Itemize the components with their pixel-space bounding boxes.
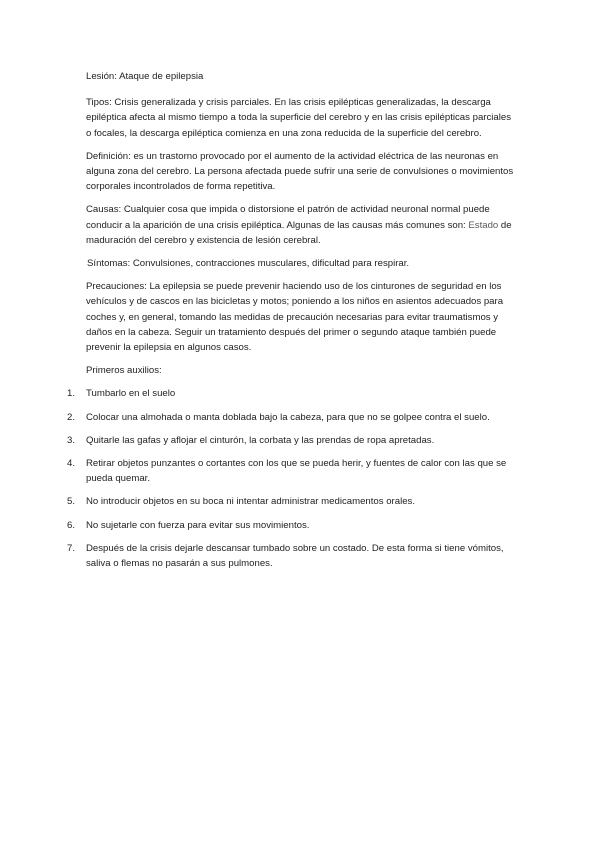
list-item-text: No sujetarle con fuerza para evitar sus movimientos. (86, 519, 310, 531)
list-item-number: 1. (67, 388, 76, 400)
primeros-auxilios-heading: Primeros auxilios: (86, 365, 162, 377)
list-item (67, 410, 518, 425)
list-item-number: 3. (67, 434, 76, 446)
list-item-text: Quitarle las gafas y aflojar el cinturón, la corbata y las prendas de ropa apretadas. (86, 434, 435, 446)
list-item (67, 494, 518, 509)
list-item (67, 386, 518, 401)
list-item-number: 4. (67, 458, 76, 470)
list-item-number: 6. (67, 519, 76, 531)
first-aid-steps-list (67, 386, 518, 571)
list-item (67, 456, 518, 486)
lesion-title: Lesión: Ataque de epilepsia (86, 71, 204, 82)
causas-text: Causas: Cualquier cosa que impida o distorsione el patrón de actividad neuronal normal puede conducir a la aparición de una crisis epiléptica. Algunas de las causas más comunes son: (86, 204, 490, 231)
list-item-number: 2. (67, 411, 76, 423)
list-item-text: Retirar objetos punzantes o cortantes con los que se pueda herir, y fuentes de calor con las que se pueda quemar. (86, 458, 507, 485)
causas-highlight: Estado (468, 219, 499, 231)
sintomas-paragraph: Síntomas: Convulsiones, contracciones musculares, dificultad para respirar. (87, 258, 410, 270)
document-body (67, 69, 518, 579)
list-item-text: Colocar una almohada o manta doblada bajo la cabeza, para que no se golpee contra el suelo. (86, 411, 490, 423)
precauciones-paragraph: Precauciones: La epilepsia se puede prevenir haciendo uso de los cinturones de seguridad en los vehículos y de cascos en las bicicletas y motos; poniendo a los niños en asientos adecuados para coches y, en general, tomando las medidas de precaución necesarias para evitar traumatismos y daños en la cabeza. Seguir un tratamiento después del primer o segundo ataque también puede prevenir la epilepsia en algunos casos. (86, 281, 504, 354)
causas-rest: de maduración del cerebro y existencia de lesión cerebral. (86, 219, 512, 246)
list-item (67, 541, 518, 571)
tipos-paragraph: Tipos: Crisis generalizada y crisis parciales. En las crisis epilépticas generalizadas, la descarga epiléptica afecta al mismo tiempo a toda la superficie del cerebro y en las crisis epilépticas parciales o focales, la descarga epiléptica comienza en una zona reducida de la superficie del cerebro. (86, 97, 511, 139)
list-item-text: No introducir objetos en su boca ni intentar administrar medicamentos orales. (86, 496, 416, 508)
list-item-number: 5. (67, 496, 76, 508)
definicion-paragraph: Definición: es un trastorno provocado por el aumento de la actividad eléctrica de las neuronas en alguna zona del cerebro. La persona afectada puede sufrir una serie de convulsiones o movimientos corporales incontrolados de forma repetitiva. (86, 150, 514, 193)
list-item-text: Después de la crisis dejarle descansar tumbado sobre un costado. De esta forma si tiene vómitos, saliva o flemas no pasarán a sus pulmones. (86, 542, 504, 570)
list-item-text: Tumbarlo en el suelo (86, 388, 176, 400)
list-item (67, 518, 518, 533)
list-item (67, 433, 518, 448)
list-item-number: 7. (67, 542, 76, 554)
causas-paragraph (86, 202, 518, 248)
